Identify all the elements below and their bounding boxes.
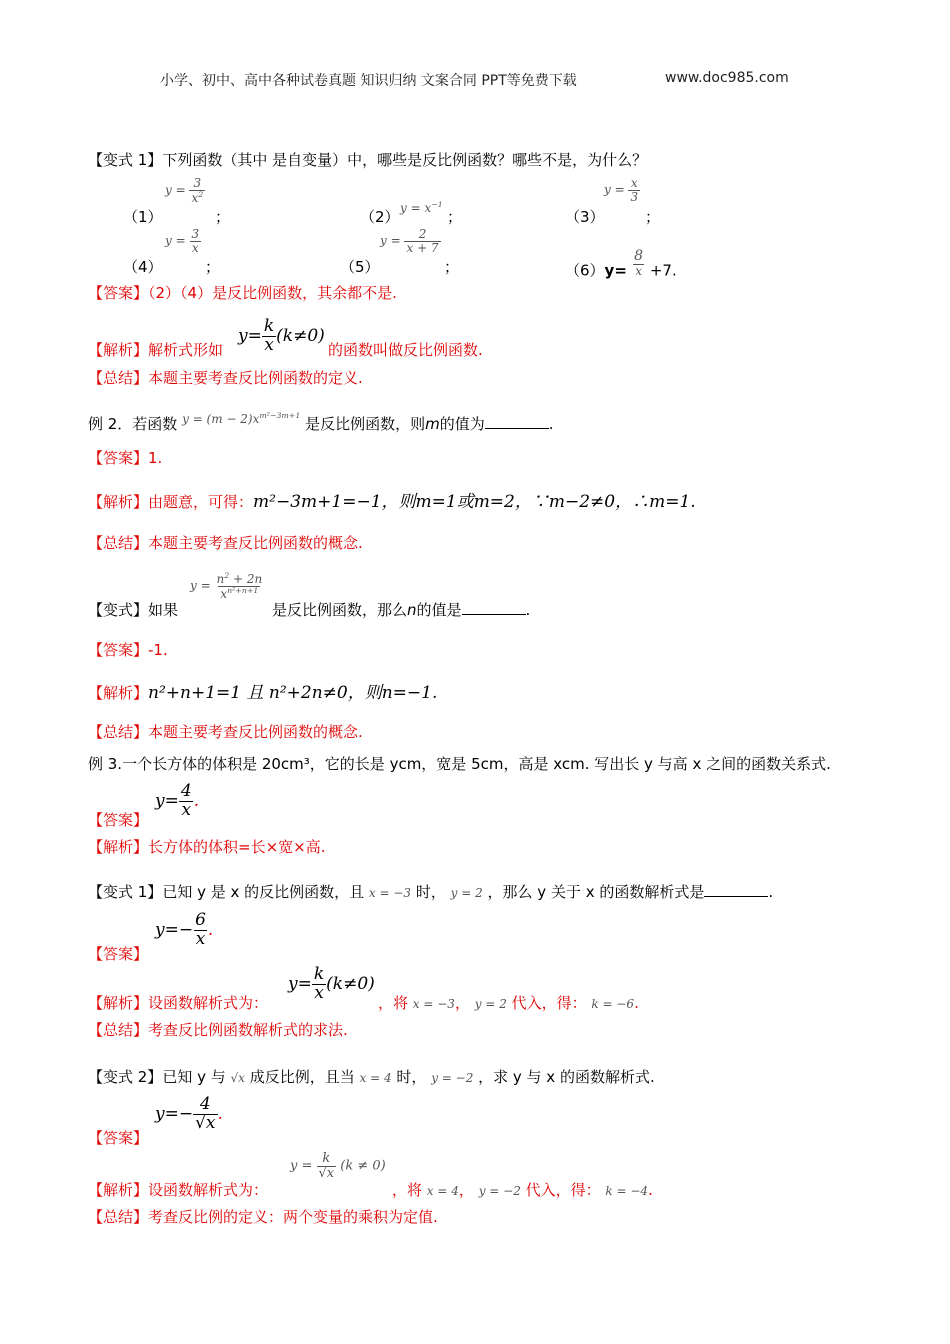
item-2-label: （2）: [360, 208, 400, 226]
header-left: 小学、初中、高中各种试卷真题 知识归纳 文案合同 PPT等免费下载: [160, 73, 577, 89]
v2-formula: y = $\frac{n^2 + 2n}{x^{n^2+n+1}}$: [190, 571, 263, 601]
s1-summary: 【总结】本题主要考查反比例函数的定义.: [88, 369, 363, 387]
v4-answer-formula: y=− $\frac{4}{√x}$ .: [155, 1094, 223, 1133]
item-6: （6）y= $\frac{8}{x}$ +7.: [565, 248, 677, 280]
v4-summary: 【总结】考查反比例的定义：两个变量的乘积为定值.: [88, 1208, 438, 1226]
item-3-suffix: ；: [645, 208, 661, 226]
v4-question: 【变式 2】已知 y 与 √x 成反比例，且当 x = 4 时， y = −2 ，求 y 与 x 的函数解析式.: [88, 1068, 655, 1086]
item-4-label: （4）: [123, 258, 163, 276]
v3-question: 【变式 1】已知 y 是 x 的反比例函数，且 x = −3 时， y = 2 ，那么 y 关于 x 的函数解析式是 .: [88, 883, 774, 901]
item-6-label: （6）: [565, 261, 605, 280]
ex3-answer-label: 【答案】: [88, 811, 149, 829]
ex3-analysis: 【解析】长方体的体积=长×宽×高.: [88, 838, 326, 856]
item-3-expr: y = $\frac{x}{3}$: [604, 176, 639, 204]
v3-analysis: 【解析】设函数解析式为：: [88, 994, 269, 1012]
answer-blank[interactable]: [704, 882, 768, 897]
variant1-question: [88, 150, 647, 170]
v4-analysis: 【解析】设函数解析式为：: [88, 1181, 269, 1199]
v3-analysis-formula: y= $\frac{k}{x}$ (k≠0): [288, 964, 375, 1003]
ex2-summary: 【总结】本题主要考查反比例函数的概念.: [88, 534, 363, 552]
s1-answer: 【答案】（2）（4）是反比例函数，其余都不是.: [88, 284, 397, 302]
v2-question: 【变式】如果: [88, 601, 179, 619]
item-2-suffix: ；: [447, 208, 463, 226]
question-text: 下列函数（其中 是自变量）中，哪些是反比例函数？哪些不是，为什么？: [162, 151, 648, 169]
item-5-suffix: ；: [444, 258, 460, 276]
v3-answer-formula: y=− $\frac{6}{x}$ .: [155, 910, 214, 949]
ex3-question: 例 3.一个长方体的体积是 20cm³，它的长是 ycm，宽是 5cm，高是 xcm. 写出长 y 与高 x 之间的函数关系式.: [88, 755, 831, 773]
ex2-question: 例 2．若函数 $^{y = (m - 2)x^{m^2-3m+1}}$ 是反比例函数，则m的值为 .: [88, 411, 554, 433]
ex3-answer-formula: y= $\frac{4}{x}$ .: [155, 781, 200, 820]
item-1-suffix: ；: [215, 208, 231, 226]
v2-summary: 【总结】本题主要考查反比例函数的概念.: [88, 723, 363, 741]
header-right: www.doc985.com: [665, 70, 789, 86]
variant-label: 【变式 1】: [88, 151, 163, 169]
item-2-expr: $y = x^{-1}$: [400, 200, 443, 215]
v2-question-rest: 是反比例函数，那么n的值是 .: [272, 601, 531, 619]
item-1-label: （1）: [123, 208, 163, 226]
s1-analysis-post: 的函数叫做反比例函数.: [328, 341, 483, 359]
item-1-expr: y = $\frac{3}{x^2}$: [165, 176, 204, 205]
item-4-expr: y = $\frac{3}{x}$: [165, 227, 200, 255]
s1-analysis: 【解析】解析式形如: [88, 341, 224, 359]
item-4-suffix: ；: [205, 258, 221, 276]
v4-answer-label: 【答案】: [88, 1129, 149, 1147]
v4-analysis-rest: ，将 x = 4， y = −2 代入，得： k = −4.: [392, 1181, 653, 1199]
v4-analysis-formula: y = $\frac{k}{√x}$ (k ≠ 0): [290, 1151, 386, 1181]
v2-answer: 【答案】-1.: [88, 641, 168, 659]
v3-answer-label: 【答案】: [88, 945, 149, 963]
s1-analysis-formula: y= $\frac{k}{x}$ (k≠0): [238, 316, 325, 355]
answer-blank[interactable]: [462, 600, 526, 615]
ex2-analysis: 【解析】由题意，可得：m²−3m+1=−1，则m=1或m=2，∵m−2≠0，∴m=1.: [88, 492, 696, 512]
item-3-label: （3）: [565, 208, 605, 226]
v2-analysis: 【解析】n²+n+1=1 且 n²+2n≠0，则n=−1.: [88, 683, 438, 703]
item-5-label: （5）: [340, 258, 380, 276]
v3-analysis-rest: ，将 x = −3， y = 2 代入，得： k = −6.: [378, 994, 639, 1012]
v3-summary: 【总结】考查反比例函数解析式的求法.: [88, 1021, 348, 1039]
answer-blank[interactable]: [485, 414, 549, 429]
ex2-answer: 【答案】1.: [88, 449, 163, 467]
item-5-expr: y = $\frac{2}{x + 7}$: [380, 227, 439, 255]
